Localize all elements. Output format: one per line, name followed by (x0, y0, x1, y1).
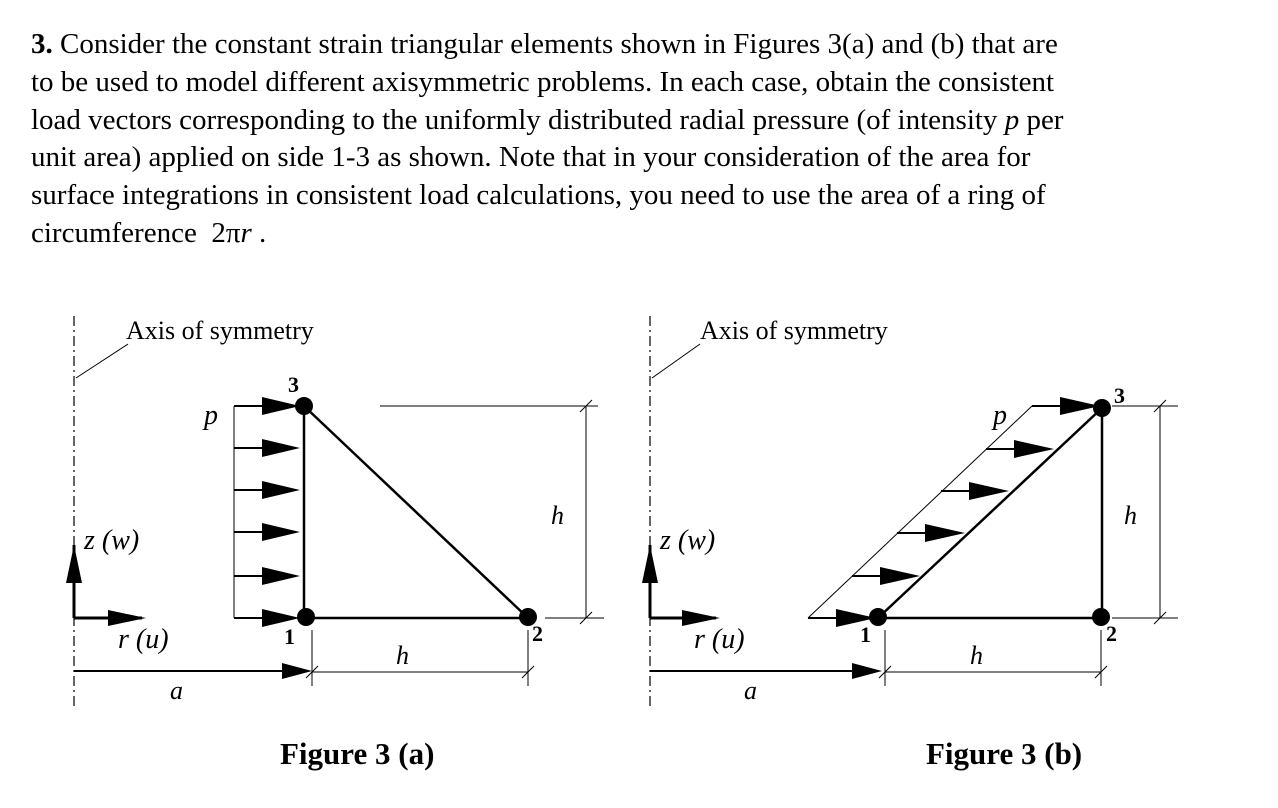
triangle-element (304, 406, 528, 618)
node-2-label: 2 (532, 621, 543, 646)
p-label: p (204, 400, 218, 431)
h-side-label: h (1124, 501, 1137, 530)
h-side-label: h (551, 501, 564, 530)
a-label: a (170, 676, 183, 705)
node-2-label: 2 (1106, 621, 1117, 646)
figure-a (66, 316, 604, 771)
problem-line-3: load vectors corresponding to the uniformly distributed radial pressure (of intensity p per (31, 103, 1064, 136)
two-pi-symbol: 2π (211, 216, 241, 249)
r-u-label: r (u) (694, 624, 745, 655)
node-1 (869, 608, 887, 626)
p-label: p (993, 400, 1007, 431)
node-3 (295, 397, 313, 415)
p-symbol: p (1004, 103, 1020, 136)
node-3-label: 3 (1114, 383, 1125, 408)
node-1 (297, 608, 315, 626)
axis-of-symmetry-label: Axis of symmetry (700, 316, 888, 345)
r-symbol: r (240, 216, 252, 249)
z-w-label: z (w) (660, 525, 716, 556)
node-1-label: 1 (860, 622, 871, 647)
problem-line-2: to be used to model different axisymmetric problems. In each case, obtain the consistent (31, 65, 1055, 98)
axis-label-leader (76, 344, 128, 378)
z-w-label: z (w) (84, 525, 140, 556)
h-bottom-label: h (396, 641, 409, 670)
r-u-label: r (u) (118, 624, 169, 655)
problem-line-5: surface integrations in consistent load calculations, you need to use the area of a ring of (31, 179, 1046, 212)
axis-label-leader (652, 344, 700, 378)
node-3-label: 3 (288, 372, 299, 397)
problem-line-4: unit area) applied on side 1-3 as shown. Note that in your consideration of the area for (31, 141, 1031, 174)
a-dimension-arrowhead (852, 663, 882, 679)
z-axis-arrowhead (66, 545, 82, 583)
problem-number: 3. (31, 28, 53, 60)
a-label: a (744, 676, 757, 705)
h-bottom-label: h (970, 641, 983, 670)
load-baseline (808, 406, 1032, 618)
problem-line-1: 3. Consider the constant strain triangular elements shown in Figures 3(a) and (b) that are (31, 28, 1058, 60)
node-3 (1093, 399, 1111, 417)
load-arrows (234, 397, 300, 627)
figure-b (642, 316, 1178, 771)
z-axis-arrowhead (642, 545, 658, 583)
load-arrows (808, 397, 1100, 627)
problem-line-6: circumference 2πr . (31, 216, 267, 249)
node-1-label: 1 (284, 624, 295, 649)
axis-of-symmetry-label: Axis of symmetry (126, 316, 314, 345)
figure-a-caption: Figure 3 (a) (280, 736, 435, 771)
triangle-element (878, 408, 1102, 618)
figure-b-caption: Figure 3 (b) (926, 736, 1083, 771)
